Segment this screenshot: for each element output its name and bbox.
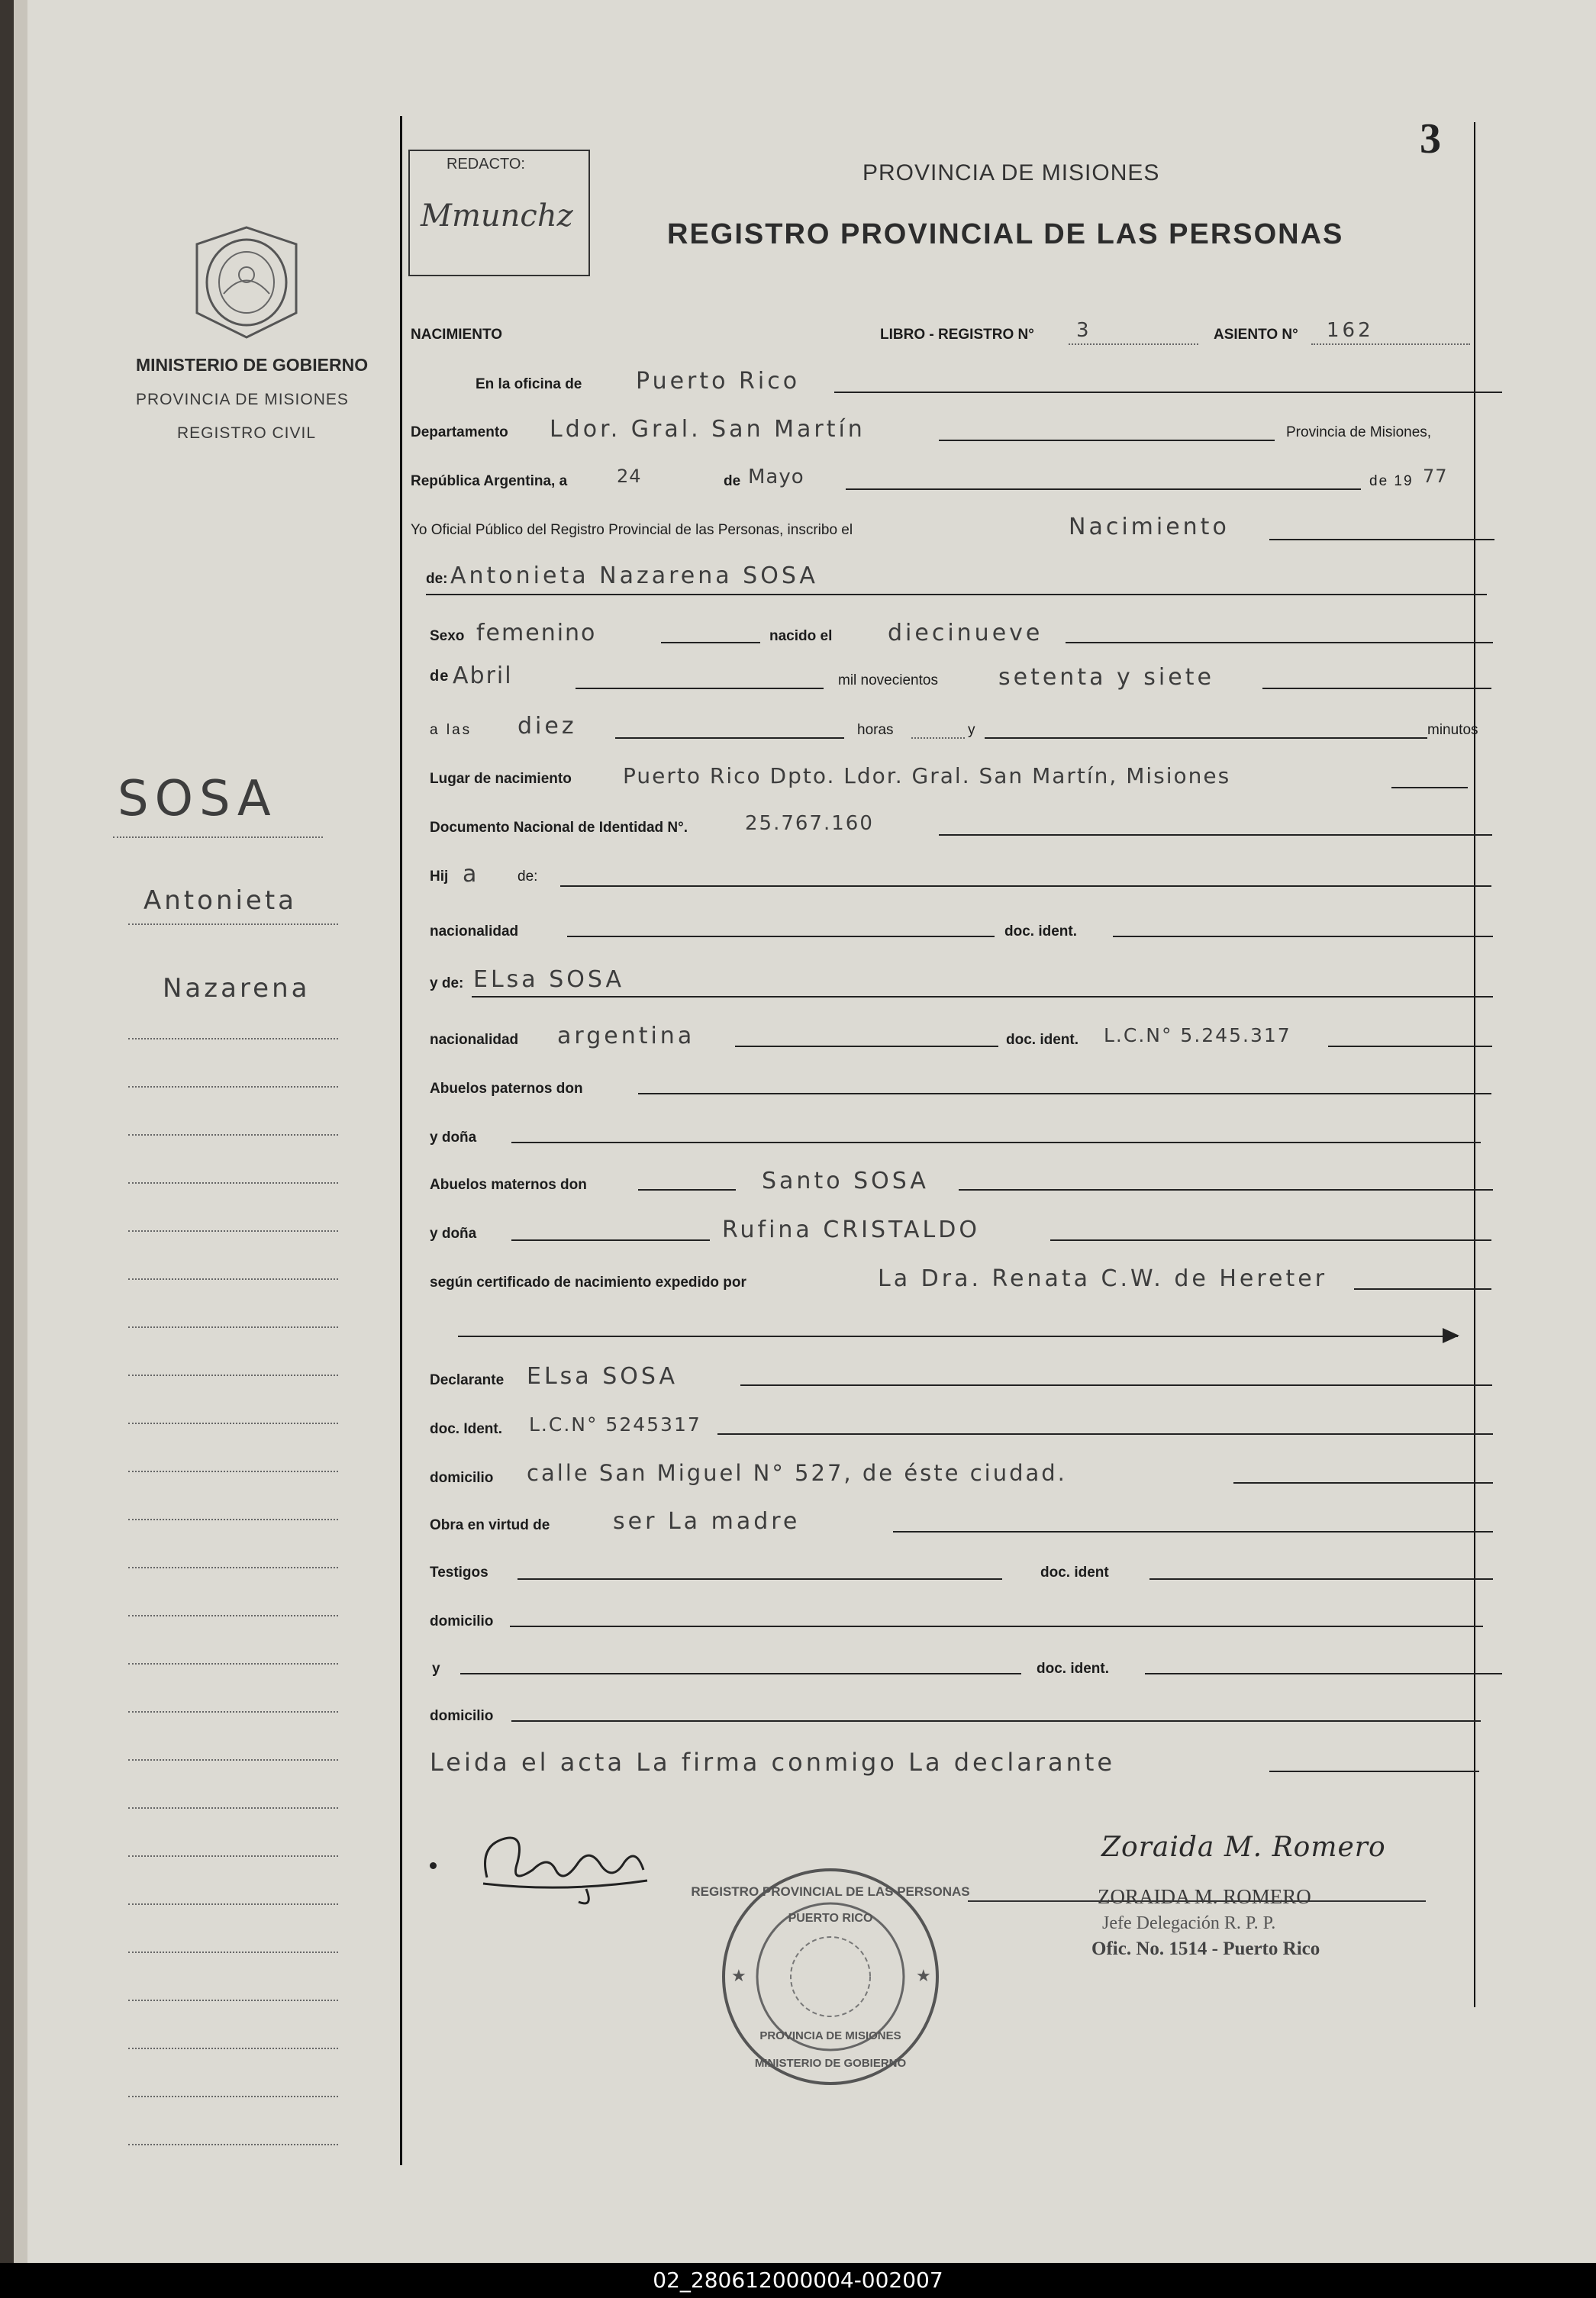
vertical-rule-right — [1474, 122, 1475, 2007]
anio-nac-value: setenta y siete — [998, 664, 1214, 691]
page-number: 3 — [1420, 115, 1441, 163]
docident5-line — [1145, 1673, 1502, 1674]
arrow-icon — [1443, 1328, 1459, 1343]
horas-dotted — [911, 737, 965, 739]
inscribo-value: Nacimiento — [1069, 514, 1230, 540]
margin-dotted-line — [128, 1807, 338, 1809]
oficial-label: Yo Oficial Público del Registro Provincial de las Personas, inscribo el — [411, 522, 853, 538]
lugar-label: Lugar de nacimiento — [430, 771, 572, 787]
header-province: PROVINCIA DE MISIONES — [862, 160, 1160, 185]
docident2-line — [1328, 1046, 1492, 1047]
bullet-mark — [430, 1862, 437, 1869]
docident5-label: doc. ident. — [1037, 1661, 1109, 1677]
docident4-label: doc. ident — [1040, 1565, 1109, 1581]
nacionalidad2-value: argentina — [557, 1023, 695, 1049]
stamp-inner-text: PROVINCIA DE MISIONES — [759, 2029, 901, 2042]
ydona1-label: y doña — [430, 1130, 477, 1146]
ministry-line3: REGISTRO CIVIL — [177, 424, 317, 442]
dni-label: Documento Nacional de Identidad N°. — [430, 820, 688, 836]
stamp-bottom-text: MINISTERIO DE GOBIERNO — [754, 2057, 907, 2070]
mes-nac-line — [576, 688, 824, 689]
declarante-signature — [472, 1816, 655, 1912]
ministry-line1: MINISTERIO DE GOBIERNO — [136, 355, 369, 375]
oficina-value: Puerto Rico — [636, 368, 801, 395]
page-edge — [14, 0, 27, 2263]
departamento-value: Ldor. Gral. San Martín — [550, 416, 866, 443]
margin-surname: SOSA — [118, 771, 277, 827]
ministry-seal-icon — [182, 221, 311, 343]
hij-value: a — [463, 861, 480, 888]
docident3-label: doc. Ident. — [430, 1421, 502, 1437]
sexo-line — [661, 642, 760, 643]
docident3-line — [717, 1433, 1493, 1435]
hora-line — [615, 737, 844, 739]
margin-dotted-line — [128, 1038, 338, 1039]
margin-dotted-line — [128, 2144, 338, 2145]
margin-dotted-line — [128, 1615, 338, 1616]
domicilio3-line — [511, 1720, 1481, 1722]
abuelos-mat-line-a — [638, 1189, 736, 1191]
margin-dotted-line — [128, 1134, 338, 1136]
docident4-line — [1149, 1578, 1493, 1580]
margin-dotted-line — [128, 2048, 338, 2049]
hora-value: diez — [517, 713, 577, 740]
margin-dotted-line — [128, 1567, 338, 1568]
lugar-line — [1391, 787, 1468, 788]
hij-label: Hij — [430, 869, 449, 885]
departamento-label: Departamento — [411, 424, 508, 440]
asiento-value: 162 — [1327, 319, 1374, 342]
nacionalidad1-label: nacionalidad — [430, 923, 519, 940]
margin-dotted-line — [128, 1230, 338, 1232]
oficial-line — [1269, 539, 1494, 540]
nacido-label: nacido el — [769, 628, 833, 644]
margin-dotted-line — [128, 1471, 338, 1472]
de3-label: de — [430, 668, 450, 685]
stamp-outer-text: REGISTRO PROVINCIAL DE LAS PERSONAS — [691, 1884, 970, 1899]
de2-label: de: — [426, 571, 448, 587]
dni-value: 25.767.160 — [745, 812, 874, 835]
nacionalidad2-label: nacionalidad — [430, 1032, 519, 1048]
minutos-line — [985, 737, 1427, 739]
y-label: y — [968, 722, 975, 738]
alas-label: a las — [430, 722, 472, 738]
nombre-value: Antonieta Nazarena SOSA — [450, 562, 818, 589]
margin-dotted-line — [128, 1086, 338, 1088]
lugar-value: Puerto Rico Dpto. Ldor. Gral. San Martín, Misiones — [623, 763, 1231, 788]
anio-label: de 19 — [1369, 473, 1414, 489]
abuelos-mat-line-b — [959, 1189, 1493, 1191]
ministry-line2: PROVINCIA DE MISIONES — [136, 391, 349, 408]
minutos-label: minutos — [1427, 722, 1478, 738]
margin-dotted-line — [128, 1375, 338, 1376]
asiento-dotted — [1311, 343, 1470, 345]
docident2-value: L.C.N° 5.245.317 — [1104, 1024, 1291, 1046]
abuelos-pat-line — [638, 1093, 1491, 1094]
de-label: de — [724, 473, 741, 489]
margin-first-name: Antonieta — [143, 885, 298, 916]
obra-line — [893, 1531, 1493, 1533]
madre-value: ELsa SOSA — [473, 966, 624, 993]
redacto-label: REDACTO: — [447, 156, 525, 172]
libro-label: LIBRO - REGISTRO N° — [880, 327, 1034, 343]
testigos-line — [517, 1578, 1002, 1580]
margin-dotted-line — [128, 1278, 338, 1280]
docident1-label: doc. ident. — [1004, 923, 1077, 940]
margin-dotted-line — [128, 1855, 338, 1857]
officer-title: Jefe Delegación R. P. P. — [1102, 1913, 1276, 1933]
nacionalidad2-line — [735, 1046, 998, 1047]
oficina-label: En la oficina de — [476, 376, 582, 392]
stamp-star-right-icon: ★ — [916, 1966, 931, 1985]
officer-office: Ofic. No. 1514 - Puerto Rico — [1091, 1939, 1320, 1959]
margin-dotted-line — [128, 1326, 338, 1328]
officer-name: ZORAIDA M. ROMERO — [1098, 1885, 1311, 1908]
margin-dotted-line — [128, 1182, 338, 1184]
ydona2-label: y doña — [430, 1226, 477, 1242]
declarante-line — [740, 1384, 1492, 1386]
leida-value: Leida el acta La firma conmigo La declarante — [430, 1748, 1116, 1777]
anio-value: 77 — [1423, 466, 1448, 487]
asiento-label: ASIENTO N° — [1214, 327, 1298, 343]
header-registry: REGISTRO PROVINCIAL DE LAS PERSONAS — [667, 218, 1344, 250]
margin-dotted-line — [128, 1711, 338, 1713]
abuela-mat-value: Rufina CRISTALDO — [722, 1217, 980, 1243]
nombre-line — [426, 594, 1487, 595]
yde-label: y de: — [430, 975, 464, 991]
y2-label: y — [432, 1661, 440, 1677]
declarante-value: ELsa SOSA — [527, 1363, 678, 1390]
mes-nac-value: Abril — [453, 662, 513, 689]
document-page — [14, 0, 1596, 2263]
republica-line — [846, 488, 1361, 490]
round-stamp-icon — [691, 1862, 970, 2091]
declarante-label: Declarante — [430, 1372, 505, 1388]
margin-dotted-line — [128, 1759, 338, 1761]
domicilio1-label: domicilio — [430, 1470, 494, 1486]
certificado-line — [1354, 1288, 1491, 1290]
libro-value: 3 — [1076, 319, 1092, 342]
margin-dotted-line — [128, 2096, 338, 2097]
margin-second-name: Nazarena — [163, 973, 311, 1004]
margin-dotted-line — [128, 1519, 338, 1520]
ydona2-line-b — [1050, 1239, 1491, 1241]
obra-value: ser La madre — [613, 1508, 801, 1535]
redacto-signature: Mmunchz — [421, 198, 573, 234]
margin-dotted-line — [128, 2000, 338, 2001]
dni-line — [939, 834, 1492, 836]
margin-dotted-line — [113, 836, 323, 838]
margin-dotted-line — [128, 1952, 338, 1953]
ydona2-line-a — [511, 1239, 710, 1241]
obra-label: Obra en virtud de — [430, 1517, 550, 1533]
anio-nac-line — [1262, 688, 1491, 689]
dia-value: 24 — [617, 466, 642, 487]
margin-dotted-line — [128, 923, 338, 925]
leida-line — [1269, 1771, 1479, 1772]
margin-dotted-line — [128, 1903, 338, 1905]
oficina-line — [834, 392, 1502, 393]
departamento-line — [939, 440, 1275, 441]
certificado-label: según certificado de nacimiento expedido por — [430, 1275, 746, 1291]
mil-label: mil novecientos — [838, 672, 938, 688]
libro-dotted — [1069, 343, 1198, 345]
sexo-value: femenino — [476, 620, 597, 646]
abuelos-mat-label: Abuelos maternos don — [430, 1177, 587, 1193]
officer-signature: Zoraida M. Romero — [1101, 1832, 1386, 1863]
y2-line — [460, 1673, 1021, 1674]
nacido-line — [1066, 642, 1493, 643]
docident2-label: doc. ident. — [1006, 1032, 1079, 1048]
footer-filename: 02_280612000004-002007 — [0, 2263, 1596, 2298]
nacido-value: diecinueve — [888, 620, 1043, 646]
domicilio2-label: domicilio — [430, 1613, 494, 1629]
redacto-box — [408, 150, 590, 276]
de4-label: de: — [517, 869, 538, 885]
provincia-label: Provincia de Misiones, — [1286, 424, 1432, 440]
domicilio1-line — [1233, 1482, 1493, 1484]
madre-line — [472, 996, 1493, 998]
margin-dotted-line — [128, 1423, 338, 1424]
abuelo-mat-value: Santo SOSA — [762, 1168, 929, 1194]
certificado-line-2 — [458, 1336, 1458, 1337]
sexo-label: Sexo — [430, 628, 465, 644]
nacimiento-label: NACIMIENTO — [411, 327, 502, 343]
mes-value: Mayo — [748, 466, 804, 488]
ydona1-line — [511, 1142, 1481, 1143]
domicilio2-line — [510, 1626, 1483, 1627]
docident1-line — [1113, 936, 1493, 937]
certificado-value: La Dra. Renata C.W. de Hereter — [878, 1265, 1328, 1292]
horas-label: horas — [857, 722, 894, 738]
stamp-middle-text: PUERTO RICO — [788, 1912, 873, 1925]
stamp-star-left-icon: ★ — [731, 1966, 746, 1985]
nacionalidad1-line — [567, 936, 995, 937]
abuelos-pat-label: Abuelos paternos don — [430, 1081, 583, 1097]
domicilio1-value: calle San Miguel N° 527, de éste ciudad. — [527, 1460, 1067, 1486]
testigos-label: Testigos — [430, 1565, 488, 1581]
docident3-value: L.C.N° 5245317 — [529, 1413, 701, 1436]
margin-dotted-line — [128, 1663, 338, 1665]
vertical-rule — [400, 116, 402, 2165]
domicilio3-label: domicilio — [430, 1708, 494, 1724]
hij-line — [560, 885, 1491, 887]
republica-label: República Argentina, a — [411, 473, 568, 489]
